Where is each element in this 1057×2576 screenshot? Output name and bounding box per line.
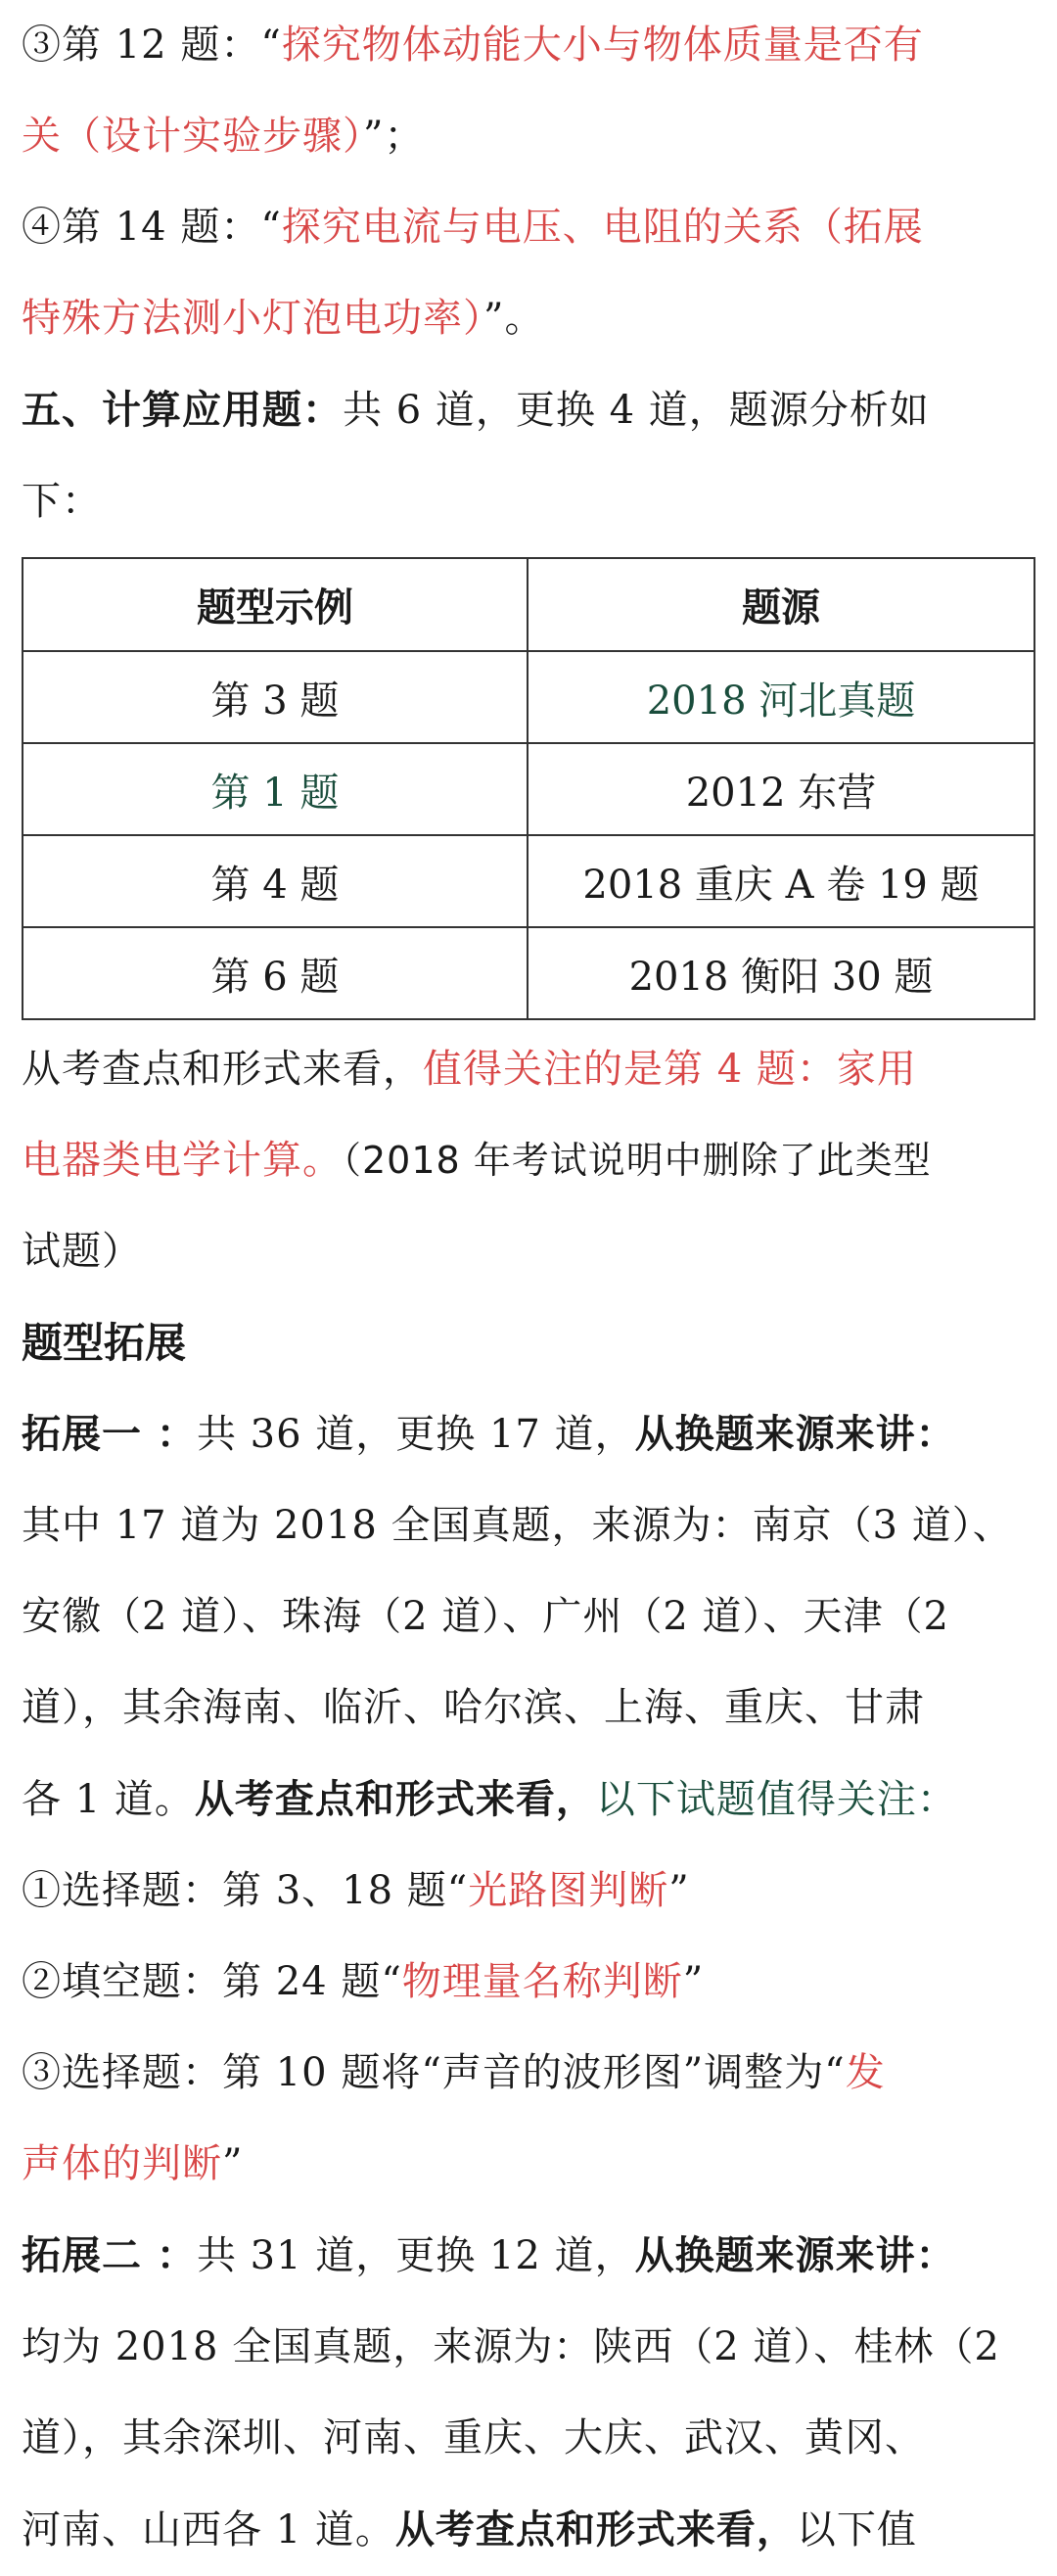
q12-topic: 探究物体动能大小与物体质量是否有: [281, 23, 924, 68]
ext2-focus-lead: 从考查点和形式来看，: [394, 2506, 797, 2553]
after-table-highlight-cont: 电器类电学计算。: [22, 1138, 343, 1183]
line-q14: [22, 182, 1035, 273]
q14-close: ”。: [483, 296, 545, 341]
ext1-item3-topic-cont: 声体的判断: [22, 2141, 222, 2186]
after-table-note-cont: 试题）: [22, 1229, 142, 1274]
section-five-cont-text: 下：: [22, 479, 102, 524]
ext2-source-lead: 从换题来源来讲：: [634, 2232, 956, 2278]
after-table-line3: [22, 1206, 1035, 1297]
ext2-line2: [22, 2302, 1035, 2393]
table-header-source: 题源: [528, 558, 1034, 651]
ext1-each: 各 1 道。: [22, 1777, 195, 1822]
table-row: [23, 835, 1034, 927]
q12-prefix: ③第 12 题：“: [22, 23, 282, 68]
line-q14-cont: [22, 273, 1035, 364]
section-title: 题型拓展: [22, 1319, 187, 1367]
table-cell-example: 第 1 题: [23, 743, 528, 835]
ext1-line4: [22, 1663, 1035, 1754]
q14-prefix: ④第 14 题：“: [22, 205, 282, 250]
ext1-source-lead: 从换题来源来讲：: [634, 1411, 956, 1457]
source-table: [22, 557, 1035, 1020]
table-cell-example: 第 4 题: [23, 835, 528, 927]
table-cell-example: 第 3 题: [23, 651, 528, 743]
ext1-item3: [22, 2028, 1035, 2119]
q12-close: ”；: [363, 114, 425, 159]
ext2-line1: [22, 2210, 1035, 2302]
ext1-counts: 共 36 道，更换 17 道，: [196, 1412, 635, 1457]
table-cell-source: 2018 衡阳 30 题: [528, 927, 1034, 1019]
ext1-line4-text: 道），其余海南、临沂、哈尔滨、上海、重庆、甘肃: [22, 1685, 925, 1730]
ext2-each: 河南、山西各 1 道。: [22, 2507, 395, 2553]
section-five: [22, 364, 1035, 456]
after-table-lead: 从考查点和形式来看，: [22, 1047, 423, 1092]
section-five-summary: 共 6 道，更换 4 道，题源分析如: [343, 388, 930, 433]
table-cell-example: 第 6 题: [23, 927, 528, 1019]
ext1-line3-text: 安徽（2 道）、珠海（2 道）、广州（2 道）、天津（2: [22, 1594, 949, 1639]
ext1-item1: [22, 1846, 1035, 1937]
line-q12-cont: [22, 91, 1035, 182]
ext2-line2-text: 均为 2018 全国真题，来源为：陕西（2 道）、桂林（2: [22, 2324, 1000, 2369]
section-five-cont: [22, 456, 1035, 547]
ext2-label: 拓展二 ：: [22, 2232, 197, 2278]
ext1-focus-lead: 从考查点和形式来看，: [194, 1776, 596, 1822]
table-cell-source: 2018 河北真题: [528, 651, 1034, 743]
ext1-item1-close: ”: [668, 1868, 690, 1913]
ext1-item2-topic: 物理量名称判断: [401, 1959, 683, 2004]
after-table-line1: [22, 1024, 1035, 1115]
table-row: [23, 651, 1034, 743]
section-five-title: 五、计算应用题：: [22, 387, 343, 433]
q14-topic: 探究电流与电压、电阻的关系（拓展: [281, 205, 924, 250]
table-header-row: [23, 558, 1034, 651]
table-row: [23, 927, 1034, 1019]
ext2-counts: 共 31 道，更换 12 道，: [196, 2233, 635, 2278]
ext1-item3-prefix: ③选择题：第 10 题将“声音的波形图”调整为“: [22, 2050, 846, 2095]
ext1-focus-text: 以下试题值得关注：: [595, 1777, 957, 1822]
ext1-item2-prefix: ②填空题：第 24 题“: [22, 1959, 402, 2004]
table-header-example: 题型示例: [23, 558, 528, 651]
q12-topic-cont: 关（设计实验步骤）: [22, 114, 363, 159]
table-row: [23, 743, 1034, 835]
ext1-item3-topic: 发: [845, 2050, 886, 2095]
ext1-item1-prefix: ①选择题：第 3、18 题“: [22, 1868, 469, 1913]
ext1-item3-close: ”: [222, 2141, 244, 2186]
ext1-line2-text: 其中 17 道为 2018 全国真题，来源为：南京（3 道）、: [22, 1503, 1013, 1548]
line-q12: [22, 0, 1035, 91]
ext2-line3-text: 道），其余深圳、河南、重庆、大庆、武汉、黄冈、: [22, 2415, 925, 2460]
ext1-item2: [22, 1937, 1035, 2028]
ext2-focus-text: 以下值: [796, 2507, 917, 2553]
ext1-item1-topic: 光路图判断: [468, 1868, 669, 1913]
ext1-label: 拓展一 ：: [22, 1411, 197, 1457]
ext1-line3: [22, 1571, 1035, 1663]
ext2-line3: [22, 2393, 1035, 2484]
ext1-item3-cont: [22, 2119, 1035, 2210]
q14-topic-cont: 特殊方法测小灯泡电功率）: [22, 296, 483, 341]
table-cell-source: 2018 重庆 A 卷 19 题: [528, 835, 1034, 927]
ext1-line2: [22, 1480, 1035, 1571]
ext1-line1: [22, 1388, 1035, 1480]
after-table-note: （2018 年考试说明中删除了此类型: [343, 1139, 932, 1182]
ext1-item2-close: ”: [682, 1959, 705, 2004]
after-table-highlight: 值得关注的是第 4 题：家用: [423, 1047, 917, 1092]
ext1-line5: [22, 1754, 1035, 1846]
table-cell-source: 2012 东营: [528, 743, 1034, 835]
ext2-line4: [22, 2484, 1035, 2576]
after-table-line2: [22, 1115, 1035, 1206]
